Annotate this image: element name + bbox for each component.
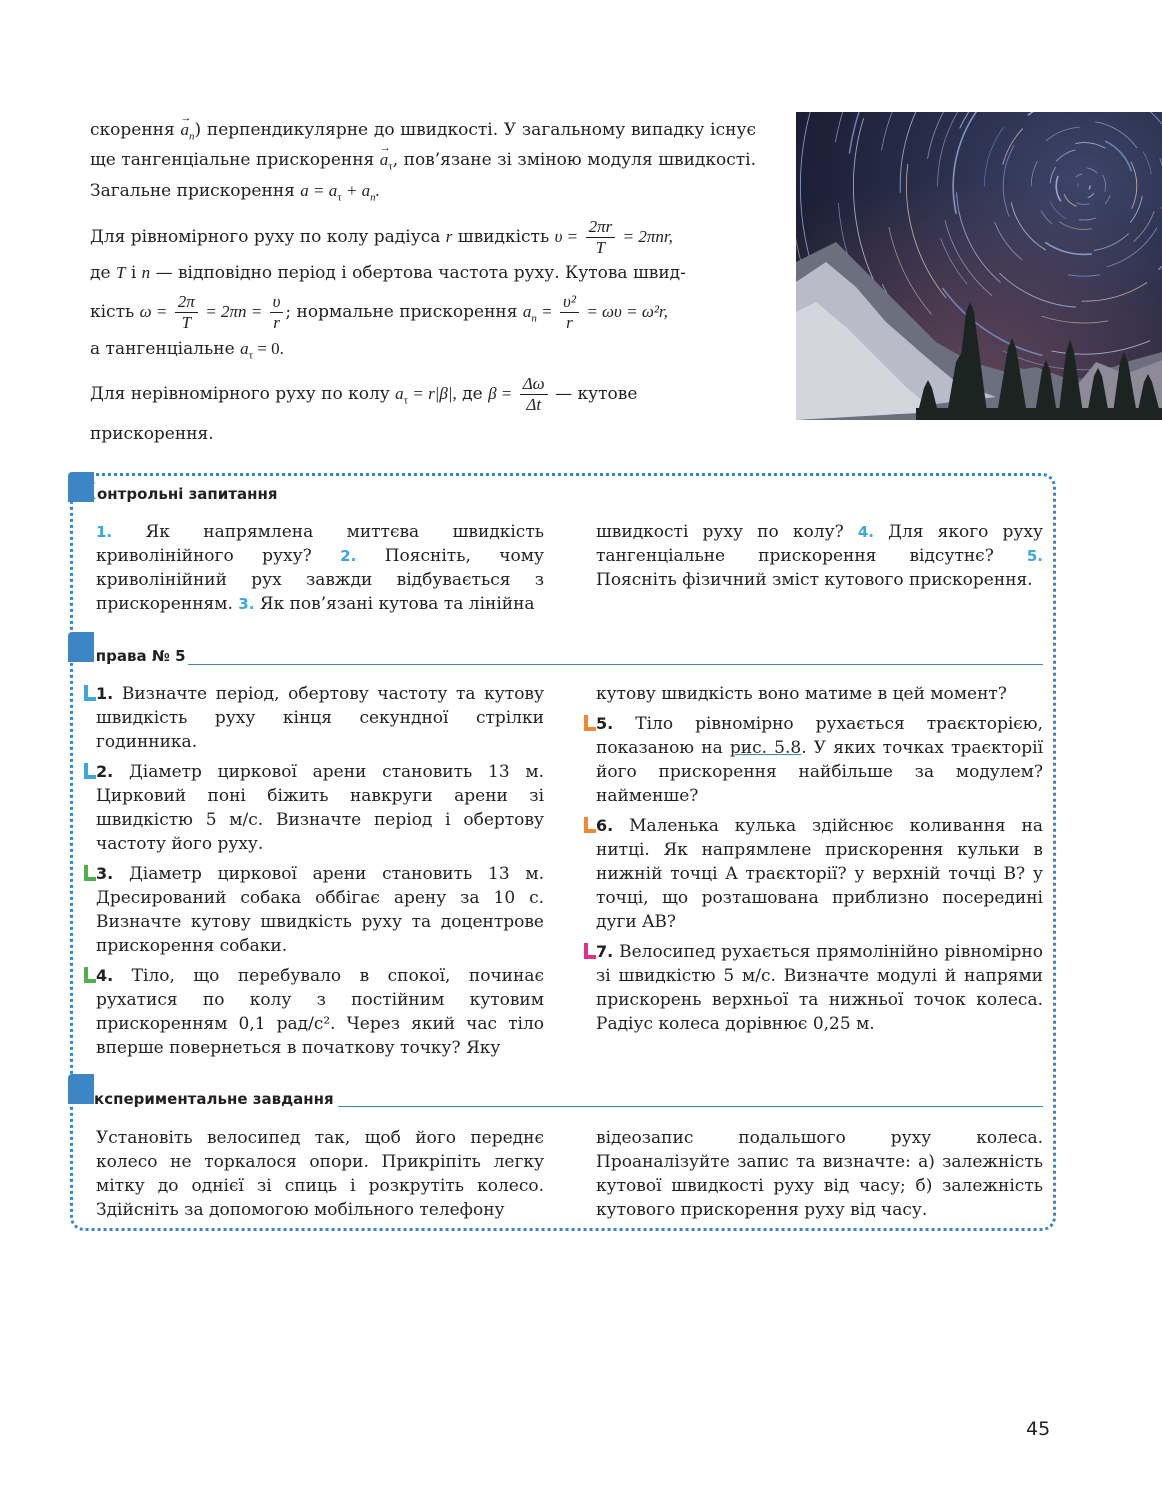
exercise-number: 7. (596, 942, 614, 961)
exercise-text: Визначте період, обертову частоту та кутову швидкість руху кінця секундної стрілки годинника. (96, 684, 544, 752)
question-number: 4. (857, 523, 874, 541)
level-marker (584, 715, 596, 731)
exercise-number: 6. (596, 816, 614, 835)
experiment-heading-rule (338, 1106, 1043, 1107)
level-marker (84, 865, 96, 881)
star-trail (1089, 186, 1090, 189)
intro-paragraph-2: Для рівномірного руху по колу радіуса r швидкість υ = $\frac{2\pi r}{T}$ = 2πnr, де T і n — відповідно період і обертова частота руху. Кутова швид- (90, 217, 686, 284)
exercise-item-3 (96, 862, 544, 958)
exercise-heading: Вправа № 5 (78, 642, 186, 667)
question-text: Як напрямлена миттєва швидкість криволінійного руху? (96, 522, 544, 566)
question-number: 3. (238, 595, 255, 613)
exercise-number: 2. (96, 762, 114, 781)
level-marker (584, 817, 596, 833)
figure-link[interactable]: рис. 5.8 (729, 738, 802, 758)
control-questions-col1 (96, 520, 544, 616)
intro-paragraph-1: скорення → $a_n$) перпендикулярне до швидкості. У загальному випадку існує ще тангенціальне прискорення → $a_\tau$, пов’язане зі зміною модуля швидкості. Загальне прискорення $a = a_\tau + a_n$. (90, 118, 756, 209)
exercise-col2 (596, 682, 1043, 1042)
star-trails-photo (796, 112, 1162, 420)
experiment-heading: Експериментальне завдання (78, 1085, 334, 1110)
question-number: 5. (1026, 547, 1043, 565)
exercise-number: 4. (96, 966, 114, 985)
exercise-text: Тіло, що перебувало в спокої, починає рухатися по колу з постійним кутовим прискоренням 0,1 рад/с². Через який час тіло вперше повернеться в початкову точку? Яку (96, 966, 544, 1058)
experiment-col1: Установіть велосипед так, щоб його переднє колесо не торкалося опори. Прикріпіть легку мітку до однієї зі спиць і розкрутіть колесо. Здійсніть за допомогою мобільного телефону (96, 1128, 544, 1220)
intro-paragraph-4: Для нерівномірного руху по колу $a_\tau = r|\beta|$, де β = $\frac{\Delta\omega}{\Delta t}$ — кутове прискорення. (90, 373, 638, 445)
question-text: Як пов’язані кутова та лінійна (254, 594, 535, 614)
exercise-text: Діаметр циркової арени становить 13 м. Дресирований собака оббігає арену за 10 с. Визначте кутову швидкість руху та доцентрове прискорення собаки. (96, 864, 544, 956)
intro-paragraph-3: кість ω = $\frac{2\pi}{T}$ = 2πn = $\frac{\upsilon}{r}$ ; нормальне прискорення $a_n$ = $\frac{\text{υ²}}{r}$ = ωυ = ω²r, а тангенціальне $a_\tau = 0$. (90, 292, 668, 361)
question-number: 1. (96, 523, 113, 541)
question-text: Для якого руху тангенціальне прискорення відсутнє? (596, 522, 1043, 566)
fraction: $\frac{2\pi r}{T}$ (586, 217, 616, 258)
exercise-number: 1. (96, 684, 114, 703)
intro-text (90, 118, 756, 451)
exercise-heading-rule (188, 664, 1043, 665)
exercise-4-continued: кутову швидкість воно матиме в цей момент? (596, 684, 1007, 704)
exercise-item-5: 5. Тіло рівномірно рухається траєкторією, показаною на рис. 5.8. У яких точках траєкторії його прискорення найбільше за модулем? найменше? (596, 712, 1043, 808)
exercise-text: Діаметр циркової арени становить 13 м. Цирковий поні біжить навкруги арени зі швидкістю 5 м/с. Визначте період і обертову частоту його руху. (96, 762, 544, 854)
star-trails-illustration (796, 112, 1162, 420)
exercise-text: Маленька кулька здійснює коливання на нитці. Як напрямлене прискорення кульки в нижній точці A траєкторії? у верхній точці B? у точці, що розташована приблизно посередині дуги AB? (596, 816, 1043, 932)
level-marker (84, 967, 96, 983)
level-marker (84, 685, 96, 701)
control-questions-col2 (596, 520, 1043, 592)
question-number: 2. (340, 547, 357, 565)
question-text: Поясніть, чому криволінійний рух завжди відбувається з прискоренням. (96, 546, 544, 614)
exercise-item-1 (96, 682, 544, 754)
experiment-col2: відеозапис подальшого руху колеса. Проаналізуйте запис та визначте: а) залежність кутової швидкості руху від часу; б) залежність кутового прискорення руху від часу. (596, 1128, 1043, 1220)
page-number: 45 (1026, 1418, 1051, 1440)
exercise-text: Велосипед рухається прямолінійно рівномірно зі швидкістю 5 м/с. Визначте модулі й напрями прискорень верхньої та нижньої точок колеса. Радіус колеса дорівнює 0,25 м. (596, 942, 1043, 1034)
control-questions-heading: Контрольні запитання (78, 480, 278, 505)
question-text: швидкості руху по колу? (596, 522, 858, 542)
level-marker (84, 763, 96, 779)
exercise-item-4 (96, 964, 544, 1060)
exercise-col1 (96, 682, 544, 1066)
exercise-item-7 (596, 940, 1043, 1036)
level-marker (584, 943, 596, 959)
exercise-item-2 (96, 760, 544, 856)
question-text: Поясніть фізичний зміст кутового прискорення. (596, 570, 1033, 590)
exercise-number: 3. (96, 864, 114, 883)
exercise-item-6 (596, 814, 1043, 934)
total-acceleration-formula: $a = a_\tau + a_n$. (300, 180, 380, 204)
